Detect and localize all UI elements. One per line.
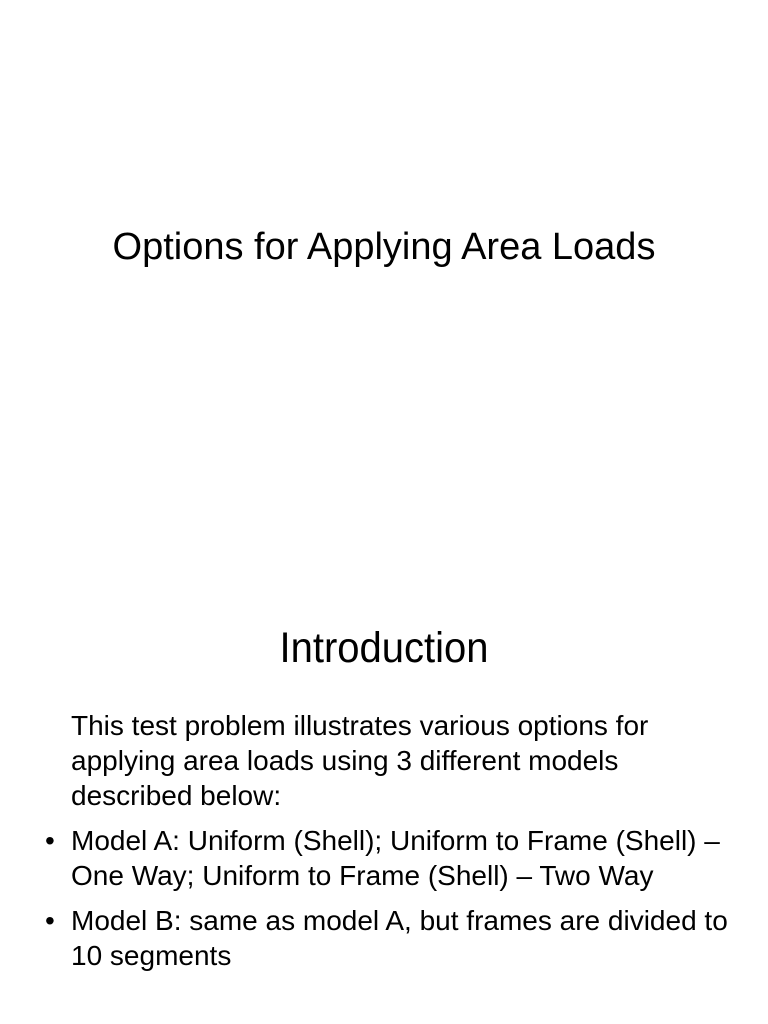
bullet-icon: •: [45, 905, 55, 936]
intro-paragraph: This test problem illustrates various options for applying area loads using 3 different models described below:: [71, 710, 649, 811]
bullet-icon: •: [45, 825, 55, 856]
list-item-text: Model A: Uniform (Shell); Uniform to Frame (Shell) – One Way; Uniform to Frame (Shell) – Two Way: [71, 825, 720, 891]
section-body: [45, 708, 731, 983]
list-item-text: Model B: same as model A, but frames are divided to 10 segments: [71, 905, 728, 971]
bullet-list: [45, 823, 731, 973]
slide-title: Options for Applying Area Loads: [112, 226, 656, 268]
list-item: [45, 903, 731, 973]
section-heading: Introduction: [279, 625, 489, 672]
list-item: [45, 823, 731, 893]
